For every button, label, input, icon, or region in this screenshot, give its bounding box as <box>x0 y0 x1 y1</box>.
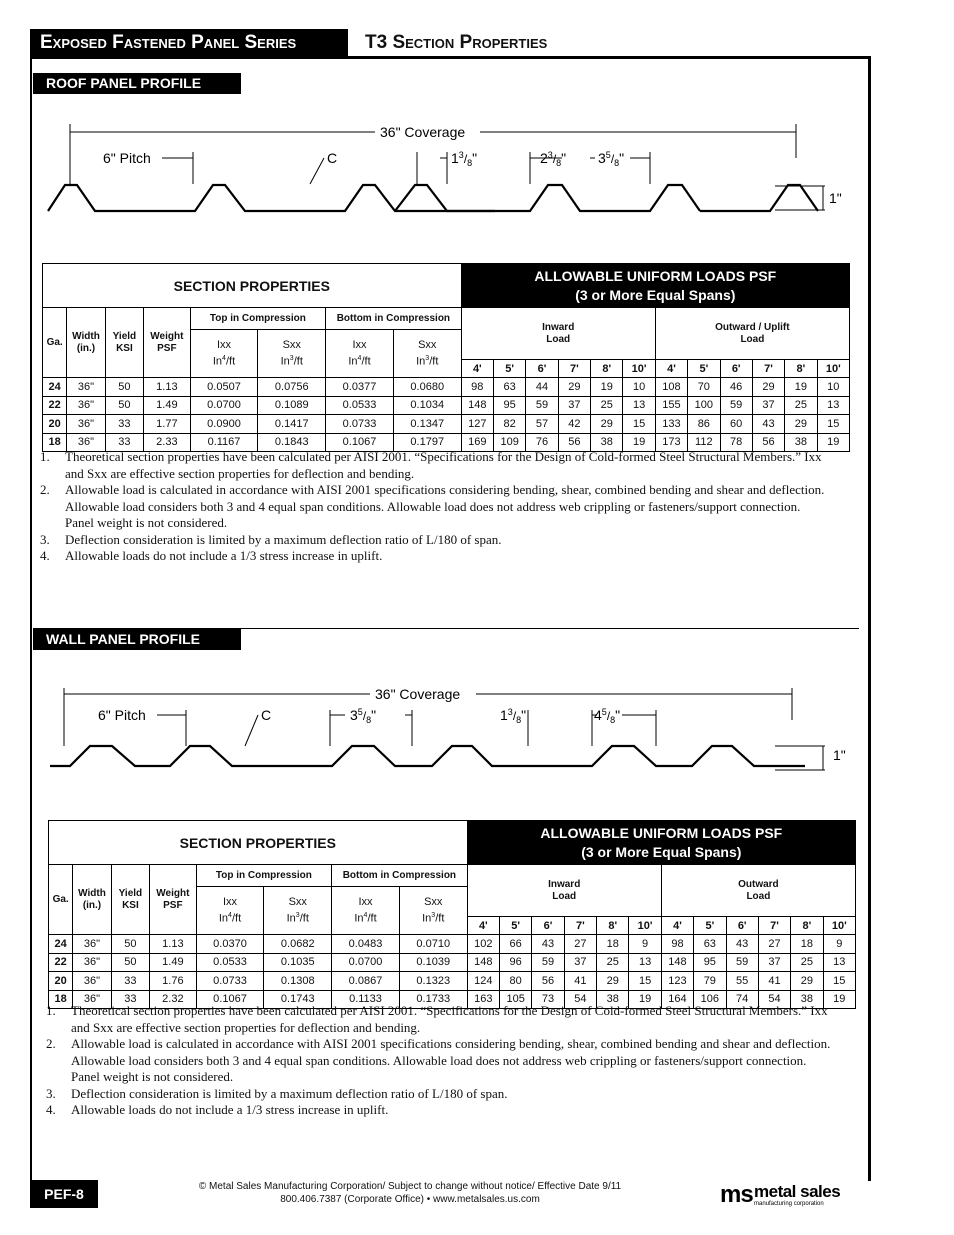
cell-outward: 123 <box>661 972 693 991</box>
cell-top-sxx: 0.1417 <box>258 415 326 434</box>
cell-width: 36" <box>73 990 111 1009</box>
cell-bottom-ixx: 0.0377 <box>326 378 394 397</box>
allowable-loads-heading: ALLOWABLE UNIFORM LOADS PSF (3 or More Equal Spans) <box>461 264 849 308</box>
cell-bottom-sxx: 0.1323 <box>399 972 467 991</box>
cell-top-ixx: 0.0533 <box>196 953 264 972</box>
cell-inward: 15 <box>623 415 655 434</box>
roof-c-label: C <box>327 150 338 166</box>
cell-inward: 56 <box>532 972 564 991</box>
cell-inward: 9 <box>629 935 661 954</box>
cell-yield: 50 <box>105 396 143 415</box>
cell-top-sxx: 0.1743 <box>264 990 332 1009</box>
col-width: Width (in.) <box>67 308 105 378</box>
cell-outward: 38 <box>791 990 823 1009</box>
page-number: PEF-8 <box>30 1180 98 1208</box>
table-row <box>49 935 856 954</box>
cell-top-sxx: 0.1308 <box>264 972 332 991</box>
span-header: 4' <box>461 360 493 378</box>
note-item: 2. Allowable load is calculated in accordance with AISI 2001 specifications considering bending, shear, combined bending and shear and deflection. Allowable load considers both 3 and 4 equal span conditions. Allowable load does not address web crippling or fasteners/support connection. Panel weight is not considered. <box>46 1036 831 1084</box>
cell-outward: 37 <box>758 953 790 972</box>
span-header: 4' <box>661 917 693 935</box>
span-header: 7' <box>752 360 784 378</box>
cell-inward: 41 <box>564 972 596 991</box>
cell-bottom-ixx: 0.1067 <box>326 433 394 452</box>
cell-outward: 74 <box>726 990 758 1009</box>
table-row <box>43 415 850 434</box>
cell-yield: 33 <box>111 972 149 991</box>
col-ga: Ga. <box>49 865 73 935</box>
cell-width: 36" <box>73 972 111 991</box>
span-header: 6' <box>726 917 758 935</box>
span-header: 8' <box>785 360 817 378</box>
cell-outward: 9 <box>823 935 855 954</box>
wall-coverage-label: 36" Coverage <box>375 686 461 702</box>
cell-outward: 164 <box>661 990 693 1009</box>
col-weight: Weight PSF <box>150 865 197 935</box>
cell-ga: 22 <box>49 953 73 972</box>
svg-text:45/8": $4^5/_8$" <box>594 707 621 725</box>
span-header: 10' <box>629 917 661 935</box>
cell-outward: 18 <box>791 935 823 954</box>
cell-outward: 63 <box>694 935 726 954</box>
cell-bottom-ixx: 0.0867 <box>332 972 400 991</box>
footer-text <box>180 1180 640 1206</box>
cell-inward: 19 <box>591 378 623 397</box>
col-top-sxx: Sxx In$^3$/ft <box>258 330 326 378</box>
cell-weight: 1.49 <box>150 953 197 972</box>
cell-outward: 148 <box>661 953 693 972</box>
roof-profile-drawing <box>40 118 860 238</box>
table-row <box>49 972 856 991</box>
cell-bottom-sxx: 0.1039 <box>399 953 467 972</box>
cell-outward: 95 <box>694 953 726 972</box>
cell-outward: 70 <box>688 378 720 397</box>
cell-outward: 41 <box>758 972 790 991</box>
cell-inward: 148 <box>461 396 493 415</box>
col-bottom-sxx: Sxx In$^3$/ft <box>393 330 461 378</box>
cell-width: 36" <box>67 396 105 415</box>
span-header: 5' <box>694 917 726 935</box>
wall-notes <box>46 1003 836 1119</box>
cell-top-ixx: 0.0507 <box>190 378 258 397</box>
wall-c-label: C <box>261 707 272 723</box>
svg-text:35/8": $3^5/_8$" <box>350 707 377 725</box>
cell-outward: 38 <box>785 433 817 452</box>
cell-inward: 13 <box>629 953 661 972</box>
span-header: 7' <box>758 917 790 935</box>
cell-inward: 54 <box>564 990 596 1009</box>
cell-outward: 15 <box>817 415 849 434</box>
cell-top-sxx: 0.1843 <box>258 433 326 452</box>
cell-inward: 29 <box>597 972 629 991</box>
svg-text:13/8": $1^3/_8$" <box>500 707 527 725</box>
cell-outward: 56 <box>752 433 784 452</box>
span-header: 10' <box>623 360 655 378</box>
cell-inward: 19 <box>623 433 655 452</box>
col-ga: Ga. <box>43 308 67 378</box>
note-item: 4. Allowable loads do not include a 1/3 stress increase in uplift. <box>46 1102 389 1117</box>
roof-panel-profile-label: ROOF PANEL PROFILE <box>33 73 241 94</box>
roof-pitch-label: 6" Pitch <box>103 150 151 166</box>
span-header: 8' <box>591 360 623 378</box>
cell-inward: 169 <box>461 433 493 452</box>
cell-inward: 38 <box>597 990 629 1009</box>
span-header: 5' <box>688 360 720 378</box>
cell-bottom-ixx: 0.0533 <box>326 396 394 415</box>
cell-outward: 46 <box>720 378 752 397</box>
cell-inward: 19 <box>629 990 661 1009</box>
note-item: 1. Theoretical section properties have been calculated per AISI 2001. “Specifications for the Design of Cold-formed Steel Structural Members.” Ixx and Sxx are effective section properties for deflection and bending. <box>40 449 822 481</box>
svg-text:13/8": $1^3/_8$" <box>451 150 478 168</box>
col-top-compression: Top in Compression <box>196 865 332 887</box>
span-header: 10' <box>817 360 849 378</box>
cell-outward: 79 <box>694 972 726 991</box>
roof-height-label: 1" <box>829 190 842 206</box>
cell-bottom-sxx: 0.0680 <box>393 378 461 397</box>
span-header: 6' <box>532 917 564 935</box>
cell-inward: 148 <box>467 953 499 972</box>
cell-yield: 33 <box>105 415 143 434</box>
cell-inward: 43 <box>532 935 564 954</box>
wall-pitch-label: 6" Pitch <box>98 707 146 723</box>
note-item: 3. Deflection consideration is limited by a maximum deflection ratio of L/180 of span. <box>46 1085 508 1101</box>
cell-inward: 59 <box>526 396 558 415</box>
cell-inward: 57 <box>526 415 558 434</box>
col-inward-load: Inward Load <box>461 308 655 360</box>
footer-copyright: © Metal Sales Manufacturing Corporation/ Subject to change without notice/ Effective Date 9/11 <box>198 1181 622 1192</box>
cell-top-sxx: 0.1089 <box>258 396 326 415</box>
allowable-loads-heading: ALLOWABLE UNIFORM LOADS PSF (3 or More Equal Spans) <box>467 821 855 865</box>
note-item: 1. Theoretical section properties have been calculated per AISI 2001. “Specifications for the Design of Cold-formed Steel Structural Members.” Ixx and Sxx are effective section properties for deflection and bending. <box>46 1003 828 1035</box>
cell-inward: 82 <box>493 415 525 434</box>
note-item: 3. Deflection consideration is limited by a maximum deflection ratio of L/180 of span. <box>40 531 502 547</box>
cell-outward: 13 <box>823 953 855 972</box>
cell-ga: 18 <box>43 433 67 452</box>
wall-panel-profile-label: WALL PANEL PROFILE <box>33 629 241 650</box>
cell-inward: 18 <box>597 935 629 954</box>
cell-inward: 10 <box>623 378 655 397</box>
cell-weight: 1.77 <box>144 415 191 434</box>
cell-outward: 54 <box>758 990 790 1009</box>
svg-text:23/8": $2^3/_8$" <box>540 150 567 168</box>
cell-outward: 100 <box>688 396 720 415</box>
cell-outward: 59 <box>720 396 752 415</box>
span-header: 7' <box>564 917 596 935</box>
cell-outward: 86 <box>688 415 720 434</box>
cell-weight: 1.13 <box>150 935 197 954</box>
cell-ga: 20 <box>43 415 67 434</box>
cell-width: 36" <box>73 935 111 954</box>
col-yield: Yield KSI <box>105 308 143 378</box>
cell-bottom-ixx: 0.1133 <box>332 990 400 1009</box>
col-outward-load: Outward Load <box>661 865 855 917</box>
cell-width: 36" <box>67 415 105 434</box>
section-properties-heading: SECTION PROPERTIES <box>43 264 462 308</box>
cell-outward: 112 <box>688 433 720 452</box>
col-top-ixx: Ixx In$^4$/ft <box>196 887 264 935</box>
cell-outward: 60 <box>720 415 752 434</box>
col-bottom-compression: Bottom in Compression <box>326 308 462 330</box>
cell-top-sxx: 0.1035 <box>264 953 332 972</box>
cell-outward: 37 <box>752 396 784 415</box>
cell-ga: 20 <box>49 972 73 991</box>
cell-width: 36" <box>67 433 105 452</box>
cell-inward: 25 <box>591 396 623 415</box>
cell-top-ixx: 0.0900 <box>190 415 258 434</box>
cell-inward: 127 <box>461 415 493 434</box>
cell-outward: 15 <box>823 972 855 991</box>
col-outward-load: Outward / Uplift Load <box>655 308 849 360</box>
cell-outward: 29 <box>791 972 823 991</box>
col-top-compression: Top in Compression <box>190 308 326 330</box>
cell-yield: 50 <box>105 378 143 397</box>
footer-contact: 800.406.7387 (Corporate Office) • www.metalsales.us.com <box>280 1194 540 1205</box>
cell-yield: 50 <box>111 953 149 972</box>
cell-inward: 29 <box>558 378 590 397</box>
span-header: 5' <box>493 360 525 378</box>
cell-top-ixx: 0.1167 <box>190 433 258 452</box>
cell-outward: 19 <box>785 378 817 397</box>
cell-inward: 44 <box>526 378 558 397</box>
cell-yield: 33 <box>111 990 149 1009</box>
series-header: Exposed Fastened Panel Series <box>30 29 348 57</box>
cell-inward: 42 <box>558 415 590 434</box>
span-header: 4' <box>467 917 499 935</box>
cell-top-ixx: 0.1067 <box>196 990 264 1009</box>
cell-inward: 73 <box>532 990 564 1009</box>
wall-profile-drawing <box>40 680 860 800</box>
cell-ga: 18 <box>49 990 73 1009</box>
span-header: 8' <box>597 917 629 935</box>
cell-outward: 19 <box>823 990 855 1009</box>
note-item: 4. Allowable loads do not include a 1/3 stress increase in uplift. <box>40 548 383 563</box>
cell-outward: 78 <box>720 433 752 452</box>
col-bottom-sxx: Sxx In$^3$/ft <box>399 887 467 935</box>
cell-inward: 95 <box>493 396 525 415</box>
cell-ga: 22 <box>43 396 67 415</box>
cell-outward: 13 <box>817 396 849 415</box>
cell-weight: 1.76 <box>150 972 197 991</box>
cell-inward: 124 <box>467 972 499 991</box>
section-properties-heading: SECTION PROPERTIES <box>49 821 468 865</box>
metal-sales-logo <box>720 1180 870 1210</box>
cell-inward: 105 <box>499 990 531 1009</box>
cell-yield: 50 <box>111 935 149 954</box>
col-bottom-compression: Bottom in Compression <box>332 865 468 887</box>
cell-outward: 106 <box>694 990 726 1009</box>
cell-bottom-ixx: 0.0733 <box>326 415 394 434</box>
logo-subtext: manufacturing corporation <box>754 1201 824 1207</box>
logo-text: metal sales <box>754 1182 841 1201</box>
cell-width: 36" <box>73 953 111 972</box>
cell-inward: 15 <box>629 972 661 991</box>
roof-coverage-label: 36" Coverage <box>380 124 466 140</box>
cell-inward: 37 <box>564 953 596 972</box>
span-header: 4' <box>655 360 687 378</box>
span-header: 7' <box>558 360 590 378</box>
table-row <box>49 953 856 972</box>
cell-outward: 108 <box>655 378 687 397</box>
cell-inward: 25 <box>597 953 629 972</box>
cell-top-sxx: 0.0756 <box>258 378 326 397</box>
svg-text:35/8": $3^5/_8$" <box>598 150 625 168</box>
span-header: 10' <box>823 917 855 935</box>
cell-bottom-ixx: 0.0700 <box>332 953 400 972</box>
col-weight: Weight PSF <box>144 308 191 378</box>
cell-outward: 29 <box>785 415 817 434</box>
cell-outward: 98 <box>661 935 693 954</box>
cell-inward: 66 <box>499 935 531 954</box>
table-row <box>43 396 850 415</box>
cell-weight: 2.33 <box>144 433 191 452</box>
cell-inward: 13 <box>623 396 655 415</box>
cell-yield: 33 <box>105 433 143 452</box>
col-top-ixx: Ixx In$^4$/ft <box>190 330 258 378</box>
cell-bottom-sxx: 0.0710 <box>399 935 467 954</box>
cell-inward: 80 <box>499 972 531 991</box>
cell-weight: 1.49 <box>144 396 191 415</box>
note-item: 2. Allowable load is calculated in accordance with AISI 2001 specifications considering bending, shear, combined bending and shear and deflection. Allowable load considers both 3 and 4 equal span conditions. Allowable load does not address web crippling or fasteners/support connection. Panel weight is not considered. <box>40 482 825 530</box>
wall-section-properties-table <box>48 820 856 1009</box>
cell-inward: 96 <box>499 953 531 972</box>
cell-outward: 43 <box>752 415 784 434</box>
logo-mark: ms <box>720 1181 753 1208</box>
roof-section-properties-table <box>42 263 850 452</box>
cell-outward: 19 <box>817 433 849 452</box>
col-width: Width (in.) <box>73 865 111 935</box>
cell-weight: 1.13 <box>144 378 191 397</box>
cell-inward: 37 <box>558 396 590 415</box>
cell-inward: 163 <box>467 990 499 1009</box>
cell-ga: 24 <box>43 378 67 397</box>
cell-inward: 27 <box>564 935 596 954</box>
cell-outward: 10 <box>817 378 849 397</box>
cell-outward: 27 <box>758 935 790 954</box>
cell-inward: 29 <box>591 415 623 434</box>
cell-inward: 38 <box>591 433 623 452</box>
cell-top-ixx: 0.0733 <box>196 972 264 991</box>
cell-inward: 63 <box>493 378 525 397</box>
cell-outward: 43 <box>726 935 758 954</box>
cell-weight: 2.32 <box>150 990 197 1009</box>
table-row <box>43 378 850 397</box>
cell-inward: 56 <box>558 433 590 452</box>
cell-outward: 59 <box>726 953 758 972</box>
cell-bottom-sxx: 0.1034 <box>393 396 461 415</box>
col-inward-load: Inward Load <box>467 865 661 917</box>
wall-height-label: 1" <box>833 747 846 763</box>
cell-outward: 55 <box>726 972 758 991</box>
col-top-sxx: Sxx In$^3$/ft <box>264 887 332 935</box>
col-bottom-ixx: Ixx In$^4$/ft <box>332 887 400 935</box>
cell-top-ixx: 0.0370 <box>196 935 264 954</box>
span-header: 6' <box>526 360 558 378</box>
col-yield: Yield KSI <box>111 865 149 935</box>
cell-bottom-sxx: 0.1797 <box>393 433 461 452</box>
cell-bottom-sxx: 0.1733 <box>399 990 467 1009</box>
cell-top-sxx: 0.0682 <box>264 935 332 954</box>
roof-notes <box>40 449 830 565</box>
cell-ga: 24 <box>49 935 73 954</box>
cell-outward: 29 <box>752 378 784 397</box>
cell-width: 36" <box>67 378 105 397</box>
cell-outward: 133 <box>655 415 687 434</box>
span-header: 8' <box>791 917 823 935</box>
cell-inward: 98 <box>461 378 493 397</box>
cell-inward: 59 <box>532 953 564 972</box>
page-title: T3 Section Properties <box>365 32 548 53</box>
span-header: 5' <box>499 917 531 935</box>
cell-outward: 25 <box>785 396 817 415</box>
cell-outward: 173 <box>655 433 687 452</box>
span-header: 6' <box>720 360 752 378</box>
cell-inward: 102 <box>467 935 499 954</box>
cell-inward: 109 <box>493 433 525 452</box>
cell-outward: 25 <box>791 953 823 972</box>
cell-bottom-sxx: 0.1347 <box>393 415 461 434</box>
cell-top-ixx: 0.0700 <box>190 396 258 415</box>
cell-bottom-ixx: 0.0483 <box>332 935 400 954</box>
cell-inward: 76 <box>526 433 558 452</box>
col-bottom-ixx: Ixx In$^4$/ft <box>326 330 394 378</box>
cell-outward: 155 <box>655 396 687 415</box>
